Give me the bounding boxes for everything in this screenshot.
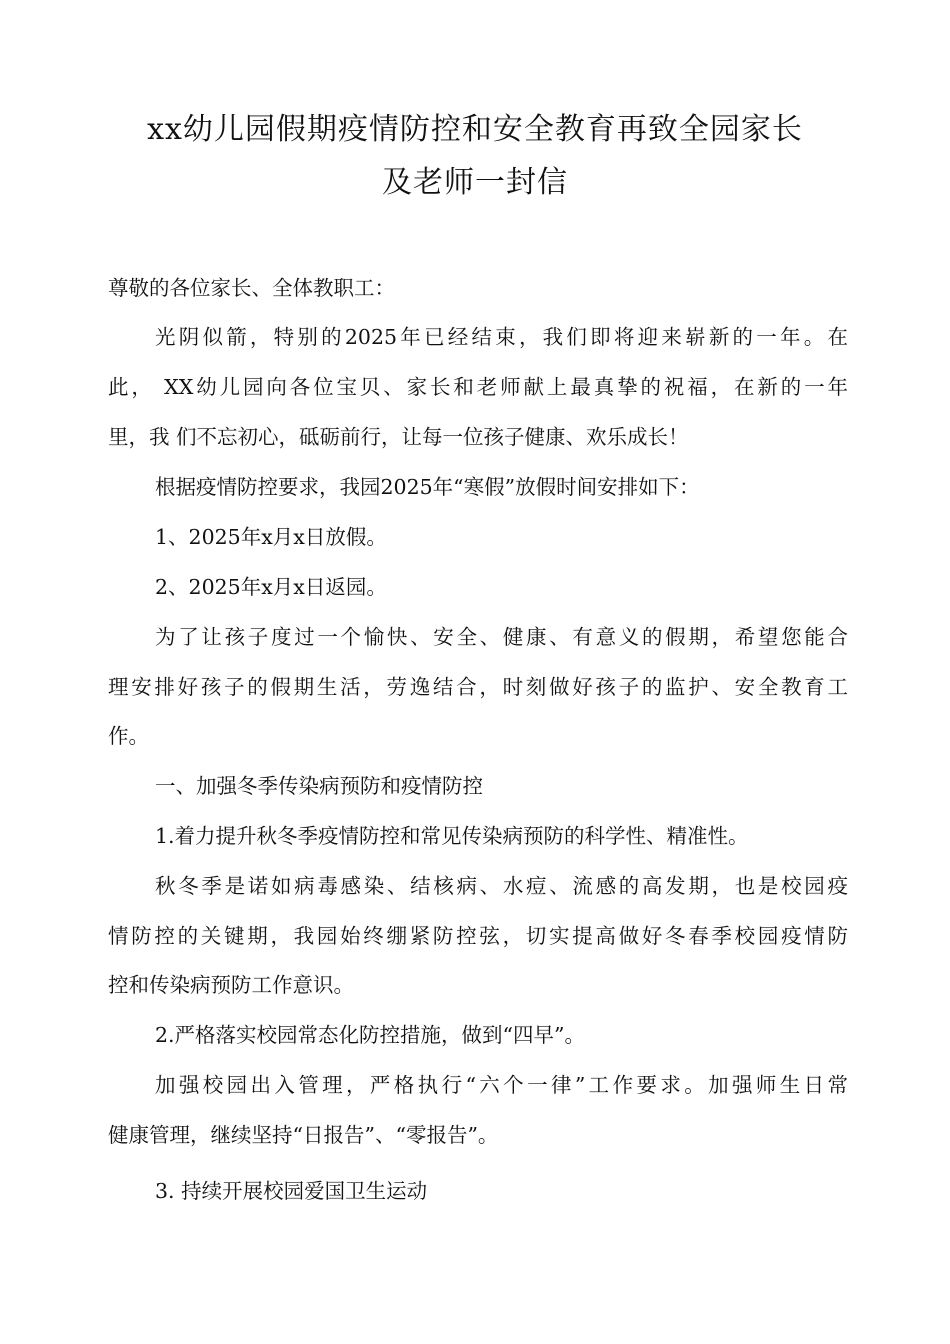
paragraph-line: 情防控的关键期，我园始终绷紧防控弦，切实提高做好冬春季校园疫情防 xyxy=(108,924,848,948)
paragraph-line: 控和传染病预防工作意识。 xyxy=(108,973,354,997)
paragraph-line: 根据疫情防控要求，我园2025年“寒假”放假时间安排如下： xyxy=(155,475,700,499)
paragraph-line: 里，我 们不忘初心，砥砺前行，让每一位孩子健康、欢乐成长！ xyxy=(108,425,689,449)
section-heading: 一、加强冬季传染病预防和疫情防控 xyxy=(155,774,483,798)
salutation: 尊敬的各位家长、全体教职工： xyxy=(108,276,395,300)
document-title-line-2: 及老师一封信 xyxy=(382,165,568,200)
paragraph-line: 光阴似箭，特别的2025年已经结束，我们即将迎来崭新的一年。在 xyxy=(155,325,848,349)
list-item: 2、2025年x月x日返园。 xyxy=(155,575,387,599)
paragraph-line: 加强校园出入管理，严格执行“六个一律”工作要求。加强师生日常 xyxy=(155,1073,848,1097)
subsection-heading: 2.严格落实校园常态化防控措施，做到“四早”。 xyxy=(155,1023,586,1047)
paragraph-line: 秋冬季是诺如病毒感染、结核病、水痘、流感的高发期，也是校园疫 xyxy=(155,874,848,898)
list-item: 1、2025年x月x日放假。 xyxy=(155,525,387,549)
subsection-heading: 1.着力提升秋冬季疫情防控和常见传染病预防的科学性、精准性。 xyxy=(155,824,749,848)
paragraph-line: 为了让孩子度过一个愉快、安全、健康、有意义的假期，希望您能合 xyxy=(155,625,848,649)
subsection-heading: 3. 持续开展校园爱国卫生运动 xyxy=(155,1179,428,1203)
paragraph-line: 作。 xyxy=(108,724,149,748)
document-title-line-1: xx幼儿园假期疫情防控和安全教育再致全园家长 xyxy=(147,112,803,147)
paragraph-line: 理安排好孩子的假期生活，劳逸结合，时刻做好孩子的监护、安全教育工 xyxy=(108,675,848,699)
paragraph-line: 健康管理，继续坚持“日报告”、“零报告”。 xyxy=(108,1123,499,1147)
paragraph-line: 此， XX幼儿园向各位宝贝、家长和老师献上最真挚的祝福，在新的一年 xyxy=(108,375,848,399)
